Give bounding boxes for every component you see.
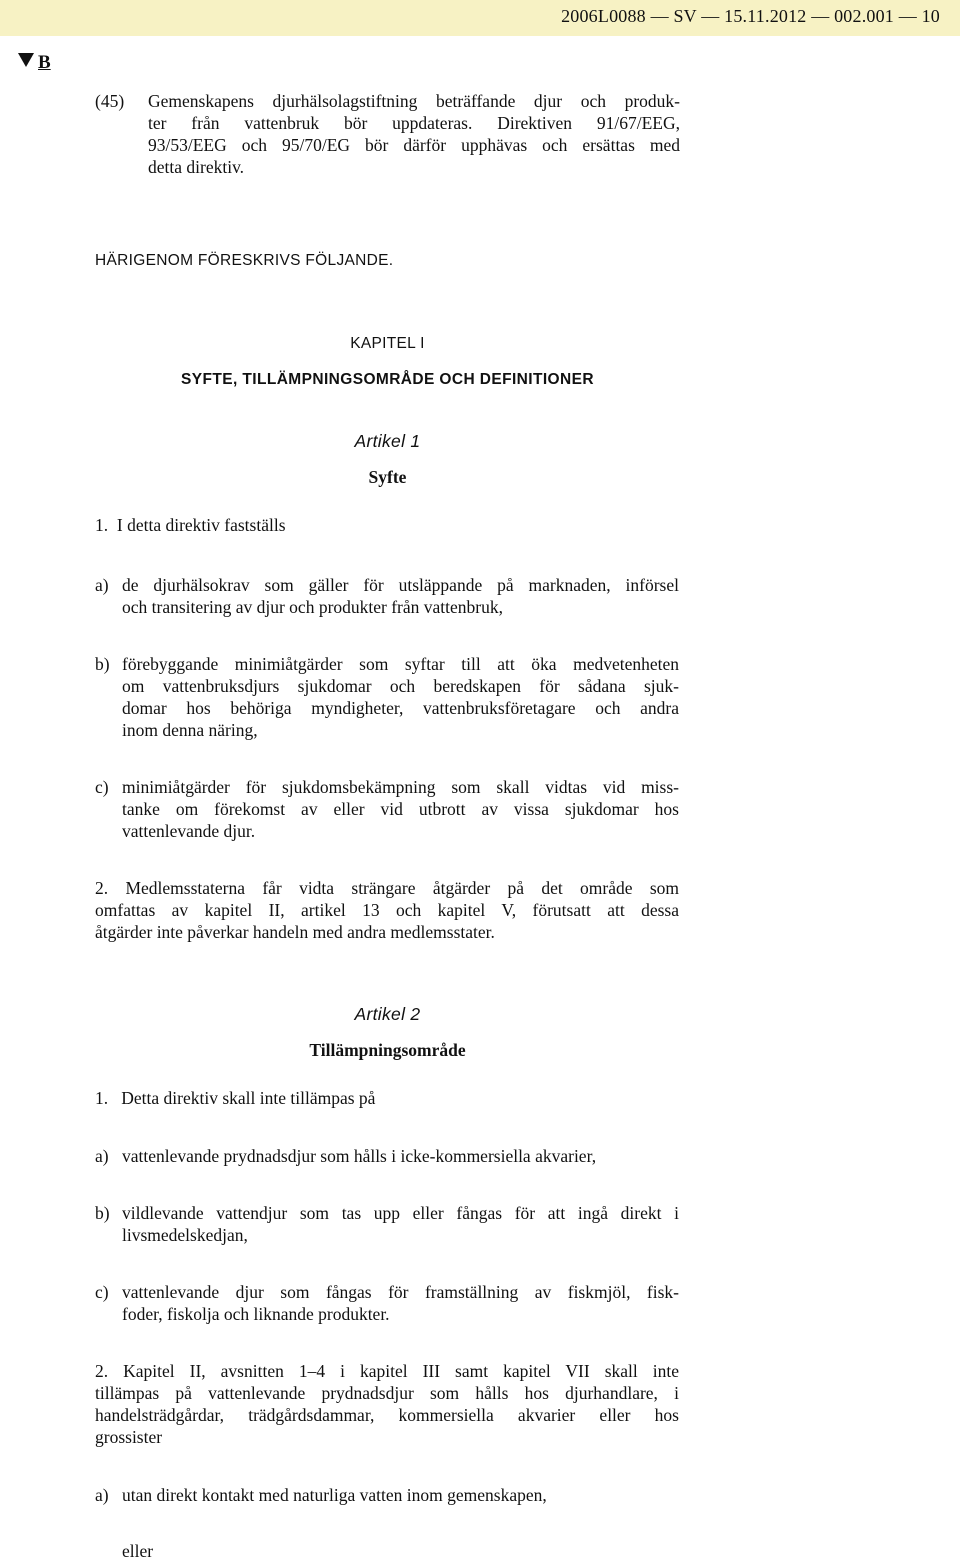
article-2-para-1-intro: 1. Detta direktiv skall inte tillämpas på xyxy=(95,1088,376,1108)
item-line: inom denna näring, xyxy=(122,720,258,740)
item-line: tanke om förekomst av eller vid utbrott av vissa sjukdomar hos xyxy=(122,799,679,819)
item-line: minimiåtgärder för sjukdomsbekämpning som skall vidtas vid miss- xyxy=(122,777,679,797)
article-2-para-2-line: 2. Kapitel II, avsnitten 1–4 i kapitel III samt kapitel VII skall inte xyxy=(95,1361,679,1381)
recital-line: ter från vattenbruk bör uppdateras. Direktiven 91/67/EEG, xyxy=(148,113,680,133)
item-line: vildlevande vattendjur som tas upp eller fångas för att ingå direkt i xyxy=(122,1203,679,1223)
item-line: domar hos behöriga myndigheter, vattenbruksföretagare och andra xyxy=(122,698,679,718)
article-2-para-2-line: tillämpas på vattenlevande prydnadsdjur som hålls hos djurhandlare, i xyxy=(95,1383,679,1403)
triangle-down-icon xyxy=(18,53,34,67)
article-1-title: Syfte xyxy=(368,467,407,487)
document-header xyxy=(0,0,960,36)
article-2-para-2-line: handelsträdgårdar, trädgårdsdammar, kommersiella akvarier eller hos xyxy=(95,1405,679,1425)
connector-eller: eller xyxy=(122,1541,154,1561)
item-line: förebyggande minimiåtgärder som syftar till att öka medvetenheten xyxy=(122,654,679,674)
item-line: om vattenbruksdjurs sjukdomar och beredskapen för sådana sjuk- xyxy=(122,676,679,696)
chapter-number: KAPITEL I xyxy=(350,335,425,352)
item-label: c) xyxy=(95,1282,109,1302)
item-line: vattenlevande prydnadsdjur som hålls i icke-kommersiella akvarier, xyxy=(122,1146,597,1166)
article-1-number: Artikel 1 xyxy=(354,431,421,451)
item-line: livsmedelskedjan, xyxy=(122,1225,248,1245)
item-line: vattenlevande djur. xyxy=(122,821,256,841)
marker-ref: B xyxy=(38,52,51,73)
chapter-title: SYFTE, TILLÄMPNINGSOMRÅDE OCH DEFINITIONER xyxy=(181,371,594,388)
item-line: foder, fiskolja och liknande produkter. xyxy=(122,1304,390,1324)
recital-line: Gemenskapens djurhälsolagstiftning beträffande djur och produk- xyxy=(148,91,680,111)
item-label: a) xyxy=(95,575,109,595)
item-label: b) xyxy=(95,654,110,674)
article-2-number: Artikel 2 xyxy=(354,1004,421,1024)
article-1-para-2-line: omfattas av kapitel II, artikel 13 och kapitel V, förutsatt att dessa xyxy=(95,900,679,920)
header-reference: 2006L0088 — SV — 15.11.2012 — 002.001 — 10 xyxy=(561,6,940,26)
article-1-para-2-line: 2. Medlemsstaterna får vidta strängare åtgärder på det område som xyxy=(95,878,679,898)
item-label: a) xyxy=(95,1485,109,1505)
recital-number: (45) xyxy=(95,91,125,111)
item-label: a) xyxy=(95,1146,109,1166)
amendment-marker xyxy=(18,52,51,74)
article-2-title: Tillämpningsområde xyxy=(309,1040,466,1060)
item-label: c) xyxy=(95,777,109,797)
recital-line: detta direktiv. xyxy=(148,157,245,177)
article-1-para-1-intro: 1. I detta direktiv fastställs xyxy=(95,515,286,535)
article-2-para-2-line: grossister xyxy=(95,1427,163,1447)
article-1-para-2-line: åtgärder inte påverkar handeln med andra medlemsstater. xyxy=(95,922,495,942)
item-line: de djurhälsokrav som gäller för utsläppande på marknaden, införsel xyxy=(122,575,679,595)
recital-line: 93/53/EEG och 95/70/EG bör därför upphävas och ersättas med xyxy=(148,135,680,155)
enacting-formula: HÄRIGENOM FÖRESKRIVS FÖLJANDE. xyxy=(95,252,394,269)
item-label: b) xyxy=(95,1203,110,1223)
item-line: utan direkt kontakt med naturliga vatten inom gemenskapen, xyxy=(122,1485,547,1505)
item-line: och transitering av djur och produkter från vattenbruk, xyxy=(122,597,503,617)
item-line: vattenlevande djur som fångas för framställning av fiskmjöl, fisk- xyxy=(122,1282,679,1302)
